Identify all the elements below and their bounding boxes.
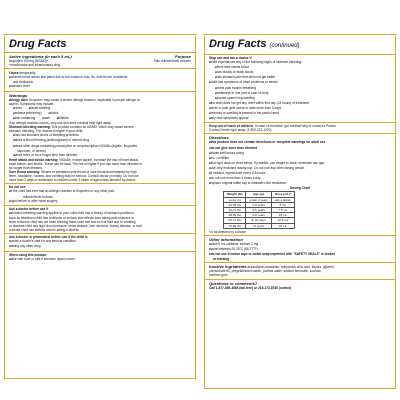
table-cell: 4-5 years	[246, 207, 271, 212]
list-item: naproxen, or others)	[17, 148, 46, 153]
heart-text-2: heart failure, and stroke. These can be fatal. The risk is higher if you use more than directed or	[9, 161, 143, 166]
list-item: ■ has stomach pain that does not get better	[209, 75, 391, 80]
sore-text-2: fever, headache, nausea, and vomiting may be serious. Consult doctor promptly. Do not use	[9, 174, 139, 179]
list-item: ■ has had stomach ulcers or bleeding problems	[9, 133, 191, 138]
table-cell: 7.5 mL	[271, 207, 294, 212]
uses-intro: temporarily:	[19, 71, 37, 76]
list-item: ■ if needed, repeat dose every 6-8 hours	[209, 171, 391, 176]
continued-label: (continued)	[269, 43, 300, 49]
inactive-heading: Inactive ingredients	[209, 264, 247, 270]
list-item: fever reducers child has not been drinking fluids child has lost a lot of fluid due to vomiting	[9, 220, 136, 224]
sore-text: Severe or persistent sore throat or sore throat accompanied by high	[41, 170, 137, 175]
inactive-text-3: xanthan gum	[209, 273, 228, 278]
ingredient: Ibuprofen 100 mg (NSAID)*	[9, 59, 48, 63]
ask-pharmacist-heading: Ask a doctor or pharmacist before use if the child is	[9, 235, 88, 240]
list-item: or diarrhea child has high blood pressure, heart disease, liver cirrhosis, kidney disease, or had	[9, 224, 142, 229]
stop-use-section	[205, 55, 395, 122]
dosing-chart	[223, 191, 295, 228]
other-info-heading: Other information	[209, 236, 243, 242]
table-cell: 36-47 lbs	[224, 207, 246, 212]
heart-text-3: for longer than directed.	[9, 165, 43, 170]
stomach-text-2: stomach bleeding. The chance is higher if your child:	[9, 129, 84, 134]
drug-facts-panel-right	[204, 34, 396, 389]
list-item: ■ right before or after heart surgery	[9, 199, 191, 204]
table-cell: 5 mL	[271, 202, 294, 207]
list-item: ■ slurred speech leg swelling	[209, 96, 391, 101]
keep-out-label: Keep out of reach of children.	[209, 124, 254, 129]
dosing-note: *or as directed by a doctor	[209, 229, 247, 234]
allergy-label: Allergy alert:	[9, 97, 29, 102]
other-info-section	[205, 235, 395, 262]
ask-doctor-heading: Ask a doctor before use if	[9, 206, 49, 211]
table-cell: 9-10 years	[246, 218, 271, 223]
list-item: ■ stomach bleeding warning applies to your child child has a history of stomach problems,	[9, 211, 191, 216]
list-item: ■ under a doctor's care for any serious condition	[9, 239, 191, 244]
table-cell: 10 mL	[271, 213, 294, 218]
table-row	[224, 218, 295, 223]
table-cell: 15 mL	[271, 223, 294, 228]
keep-out-text: In case of overdose, get medical help or contact a Poison	[254, 124, 336, 129]
column-header: Weight (lb)	[224, 192, 246, 197]
purpose: Pain reliever/fever reducer	[153, 59, 191, 63]
panel-title	[205, 35, 395, 55]
do-not-use-section	[5, 183, 195, 204]
list-item: ■ child has symptoms of heart problems or stroke:	[209, 80, 391, 85]
column-header: Age (yr)	[246, 192, 271, 197]
table-cell: under 24	[224, 197, 246, 202]
symptom: ■ asthma (wheezing)	[13, 111, 42, 115]
table-row	[224, 213, 295, 218]
dosing-chart-title: Dosing Chart	[289, 186, 310, 191]
table-cell: 12.5 mL	[271, 218, 294, 223]
keep-out-text-2: Control Center right away. (1-800-222-1222)	[209, 128, 272, 133]
inactive-text-2: polysorbate 80, pregelatinized starch, purified water, sodium benzoate, sucrose,	[209, 269, 322, 274]
list-item: ■ if the child has ever had an allergic reaction to ibuprofen or any other pain	[9, 189, 191, 194]
panel-title: Drug Facts	[5, 35, 195, 53]
panel-title-text: Drug Facts	[209, 38, 267, 50]
list-item: a stroke child has asthma child is taking a diuretic	[9, 228, 79, 233]
allergy-stop: If an allergic reaction occurs, stop use and seek medical help right away.	[9, 121, 112, 126]
table-header-row	[224, 192, 295, 197]
drug-facts-panel-left	[4, 34, 196, 379]
sore-text-3: more than 2 days or administer to children under 3 years of age unless directed by doctor.	[9, 178, 136, 183]
list-item: ■ shake well before using	[209, 151, 391, 156]
list-item: ■ feels faint vomits blood	[209, 65, 391, 70]
inactive-text: acesulfame potassium, anhydrous citric acid, flavors, glycerin,	[247, 265, 335, 270]
when-using-section	[5, 251, 195, 263]
stomach-label: Stomach bleeding warning:	[9, 125, 51, 130]
table-cell: 48-59 lbs	[224, 213, 246, 218]
heart-text: NSAIDs, except aspirin, increase the risk of heart attack,	[59, 157, 140, 162]
list-item: ■ child experiences any of the following signs of stomach bleeding:	[209, 60, 391, 65]
allergy-text: Ibuprofen may cause a severe allergic reaction, especially in people allergic to	[29, 97, 140, 102]
sore-label: Sore throat warning:	[9, 170, 41, 175]
symptom: ■ shock	[48, 111, 58, 115]
questions-section	[205, 279, 395, 291]
list-item: ■ fever or pain gets worse or lasts more than 3 days	[209, 106, 391, 111]
symptom: ■ blisters	[57, 116, 69, 120]
table-cell: 2-3 years	[246, 202, 271, 207]
table-row	[224, 223, 295, 228]
list-item: ■ the child does not get any relief within first day (24 hours) of treatment	[209, 101, 391, 106]
list-item: and toothache	[13, 80, 34, 85]
list-item: ■ do not use more than 4 times a day	[209, 176, 391, 181]
directions-heading: Directions	[209, 135, 229, 141]
list-item: ■ mL = milliliter	[209, 156, 391, 161]
list-item: ■ do not use if carton tape or bottle wrap imprinted with "SAFETY SEALS" is broken	[209, 252, 391, 257]
questions-heading: Questions or comments?	[209, 280, 258, 286]
do-not-use-heading: Do not use	[9, 185, 26, 190]
column-header: Dose (mL)*	[271, 192, 294, 197]
list-item: ■ store between 20-25°C (68-77°F)	[209, 247, 391, 252]
list-item: ■ takes other drugs containing prescription or nonprescription NSAIDs (aspirin, ibuprofen,	[9, 144, 191, 149]
list-item: ■ relieves minor aches and pains due to the common cold, flu, sore throat, headache	[9, 75, 191, 80]
list-item: ■ has bloody or black stools	[209, 70, 391, 75]
nsaid-note: *nonsteroidal anti-inflammatory drug	[9, 63, 61, 68]
list-item: ■ chest pain trouble breathing	[209, 86, 391, 91]
ask-doctor-section	[5, 205, 195, 234]
table-cell: 24-35 lbs	[224, 202, 246, 207]
active-heading: Active ingredients (in each 5 mL)	[9, 54, 72, 59]
inactive-ingredients-section	[205, 262, 395, 278]
stop-use-heading: Stop use and ask a doctor if	[209, 56, 252, 60]
list-item: ■ takes a blood thinning (anticoagulant) or steroid drug	[9, 138, 191, 143]
table-row	[224, 197, 295, 202]
list-item: ■ weakness in one part or side of body	[209, 91, 391, 96]
list-item: ■ do not give more than directed	[209, 146, 391, 151]
uses-section	[5, 68, 195, 90]
list-item: ■ any new symptoms appear	[209, 116, 391, 121]
table-cell: 72-95 lbs	[224, 223, 246, 228]
list-item: reliever/fever reducer	[23, 194, 54, 199]
list-item: ■ takes more or for a longer time than directed	[9, 153, 191, 158]
keep-out-of-reach-section	[205, 122, 395, 133]
stomach-text: This product contains an NSAID, which may cause severe	[51, 125, 134, 130]
list-item: ■ reduces fever	[9, 84, 191, 89]
list-item: or missing	[213, 257, 230, 262]
questions-text: Call 1-877-895-3665 (toll-free) or 215-273-8755 (collect)	[209, 285, 292, 290]
directions-section	[205, 133, 395, 234]
table-cell: 11 years	[246, 223, 271, 228]
ask-pharmacist-section	[5, 233, 195, 250]
uses-heading: Uses	[9, 70, 19, 76]
list-item: ■ take with food or milk if stomach upset occurs	[9, 257, 191, 262]
list-item: ■ find right dose on chart below. If possible, use weight to dose; otherwise use age.	[209, 161, 391, 166]
table-cell: 6-8 years	[246, 213, 271, 218]
symptom: ■ rash	[42, 116, 50, 120]
allergy-text-2: aspirin. Symptoms may include:	[9, 101, 54, 106]
list-item: ■ replace original bottle cap to maintain child resistance	[209, 181, 391, 186]
table-cell: 60-71 lbs	[224, 218, 246, 223]
warnings-heading: Warnings	[9, 92, 28, 98]
symptom: ■ facial swelling	[29, 106, 50, 110]
list-item: ■ use only enclosed dosing cup. Do not use any other dosing device.	[209, 166, 391, 171]
heart-label: Heart attack and stroke warning:	[9, 157, 59, 162]
table-row	[224, 207, 295, 212]
warnings-section	[5, 91, 195, 184]
purpose-heading: Purpose	[174, 54, 191, 59]
list-item: ■ taking any other drug	[9, 244, 191, 249]
active-ingredients-section	[5, 53, 195, 68]
list-item: ■ each 5 mL contains: sodium 2 mg	[209, 242, 391, 247]
list-item: ■ redness or swelling is present in the painful area	[209, 111, 391, 116]
list-item: such as heartburn child has problems or serious side effects from taking pain relievers or	[9, 215, 135, 220]
when-using-heading: When using this product	[9, 252, 47, 257]
symptom: ■ hives	[13, 106, 22, 110]
list-item: ■ this product does not contain directions or complete warnings for adult use	[209, 140, 391, 145]
table-cell: under 2 years	[246, 197, 271, 202]
table-row	[224, 202, 295, 207]
table-cell: ask a doctor	[271, 197, 294, 202]
symptom: ■ skin reddening	[13, 116, 35, 120]
